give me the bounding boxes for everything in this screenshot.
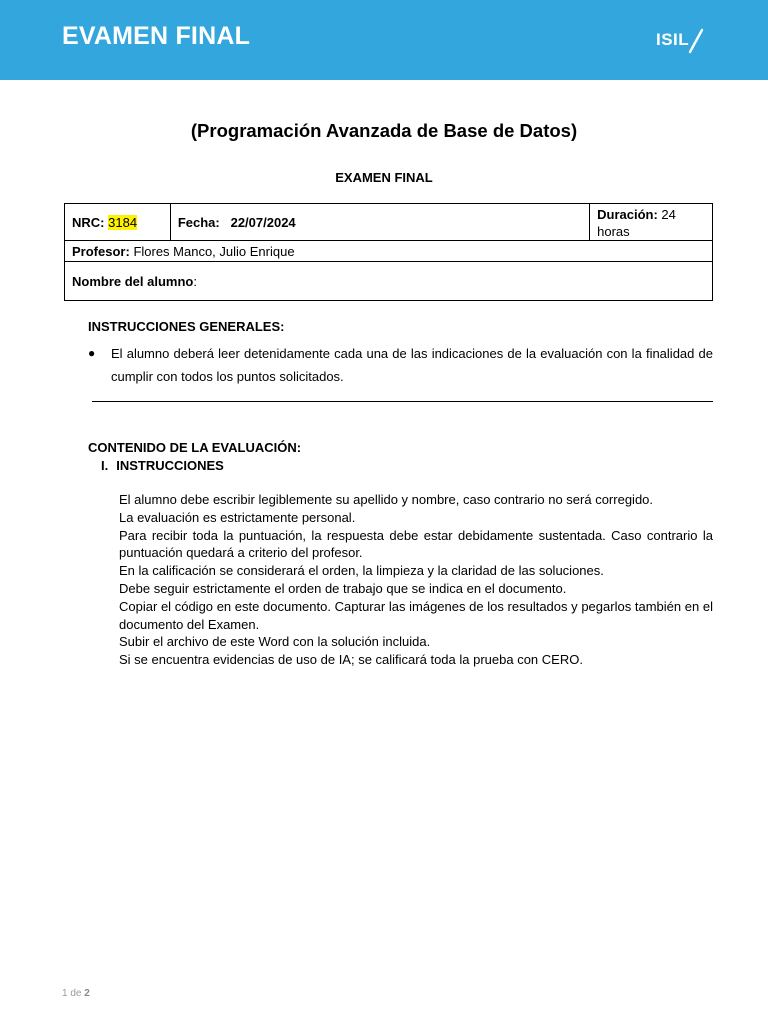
- duracion-cell: Duración: 24 horas: [590, 204, 713, 241]
- instruction-paragraph: En la calificación se considerará el orden, la limpieza y la claridad de las soluciones.: [119, 563, 604, 579]
- fecha-value: 22/07/2024: [230, 214, 296, 230]
- course-title: (Programación Avanzada de Base de Datos): [190, 120, 578, 141]
- bullet-icon: ●: [88, 346, 96, 360]
- profesor-cell: Profesor: Flores Manco, Julio Enrique: [65, 241, 713, 262]
- instruction-paragraph: Copiar el código en este documento. Capturar las imágenes de los resultados y pegarlos también en el documento del Examen.: [119, 598, 713, 632]
- page-sep: de: [70, 988, 82, 999]
- page-total: 2: [84, 988, 90, 999]
- section-instrucciones-title: [101, 458, 232, 473]
- nrc-cell: NRC: 3184: [65, 204, 171, 241]
- fecha-label: Fecha: [177, 214, 216, 230]
- nrc-label: NRC: [72, 214, 101, 230]
- duracion-label: Duración: [597, 207, 654, 222]
- instruction-paragraph: Subir el archivo de este Word con la solución incluida.: [119, 634, 431, 650]
- logo-text: ISIL: [656, 30, 690, 49]
- instruction-paragraph: El alumno debe escribir legiblemente su apellido y nombre, caso contrario no será corregido.: [119, 492, 654, 507]
- logo-slash-icon: [688, 28, 704, 56]
- profesor-label: Profesor: [72, 243, 126, 259]
- nrc-value: 3184: [108, 214, 138, 230]
- instrucciones-generales-item: [88, 342, 713, 388]
- header-title: EVAMEN FINAL: [62, 22, 251, 50]
- instrucciones-generales-text: El alumno deberá leer detenidamente cada una de las indicaciones de la evaluación con la finalidad de cumplir con todos los puntos solicitados.: [111, 346, 713, 384]
- contenido-heading: CONTENIDO DE LA EVALUACIÓN:: [88, 440, 302, 455]
- exam-subtitle: EXAMEN FINAL: [335, 170, 433, 185]
- page-current: 1: [62, 988, 68, 999]
- alumno-label: Nombre del alumno: [72, 273, 194, 289]
- profesor-value: Flores Manco, Julio Enrique: [133, 243, 295, 259]
- instruction-paragraph: Debe seguir estrictamente el orden de trabajo que se indica en el documento.: [119, 580, 567, 596]
- alumno-cell: Nombre del alumno:: [65, 262, 713, 301]
- header-bar: [0, 0, 768, 80]
- section-divider: [92, 401, 713, 402]
- section-title: INSTRUCCIONES: [116, 458, 224, 473]
- instruction-paragraph: Para recibir toda la puntuación, la respuesta debe estar debidamente sustentada. Caso contrario la puntuación quedará a criterio del profesor.: [119, 527, 713, 561]
- instruction-paragraph: Si se encuentra evidencias de uso de IA; se calificará toda la prueba con CERO.: [119, 652, 583, 668]
- duracion-value: 24 horas: [597, 207, 676, 239]
- instrucciones-paragraphs: [119, 491, 713, 669]
- instruction-paragraph: La evaluación es estrictamente personal.: [119, 509, 356, 525]
- page-number: [62, 988, 90, 999]
- isil-logo: [656, 28, 704, 56]
- fecha-cell: Fecha: 22/07/2024: [170, 204, 589, 241]
- exam-info-table: [64, 203, 713, 301]
- instrucciones-generales-heading: INSTRUCCIONES GENERALES:: [88, 319, 285, 334]
- section-number: I.: [101, 458, 109, 473]
